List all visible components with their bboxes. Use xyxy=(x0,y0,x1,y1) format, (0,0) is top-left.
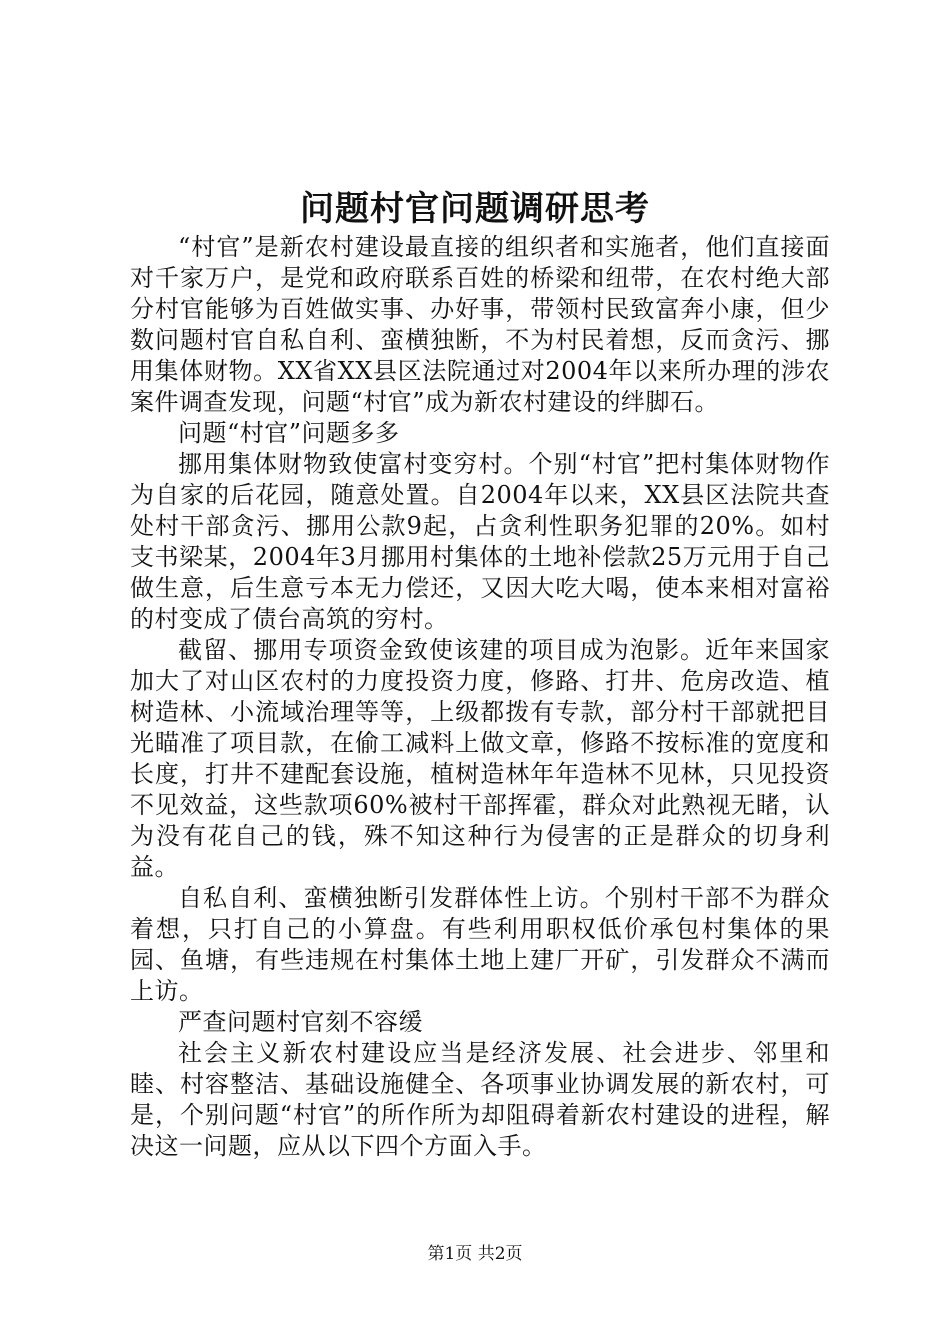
paragraph-solutions: 社会主义新农村建设应当是经济发展、社会进步、邻里和睦、村容整洁、基础设施健全、各项事业协调发展的新农村，可是，个别问题“村官”的所作所为却阻碍着新农村建设的进程，解决这一问题，应从以下四个方面入手。 xyxy=(130,1039,830,1160)
paragraph-misappropriation: 挪用集体财物致使富村变穷村。个别“村官”把村集体财物作为自家的后花园，随意处置。自2004年以来，XX县区法院共查处村干部贪污、挪用公款9起，占贪利性职务犯罪的20%。如村支书梁某，2004年3月挪用村集体的土地补偿款25万元用于自己做生意，后生意亏本无力偿还，又因大吃大喝，使本来相对富裕的村变成了债台高筑的穷村。 xyxy=(130,450,830,633)
section-heading-problems: 问题“村官”问题多多 xyxy=(178,419,400,447)
intro-paragraph: “村官”是新农村建设最直接的组织者和实施者，他们直接面对千家万户，是党和政府联系百姓的桥梁和纽带，在农村绝大部分村官能够为百姓做实事、办好事，带领村民致富奔小康，但少数问题村官自私自利、蛮横独断，不为村民着想，反而贪污、挪用集体财物。XX省XX县区法院通过对2004年以来所办理的涉农案件调查发现，问题“村官”成为新农村建设的绊脚石。 xyxy=(130,233,830,416)
paragraph-special-funds: 截留、挪用专项资金致使该建的项目成为泡影。近年来国家加大了对山区农村的力度投资力度，修路、打井、危房改造、植树造林、小流域治理等等，上级都拨有专款，部分村干部就把目光瞄准了项目款，在偷工减料上做文章，修路不按标准的宽度和长度，打井不建配套设施，植树造林年年造林不见林，只见投资不见效益，这些款项60%被村干部挥霍，群众对此熟视无睹，认为没有花自己的钱，殊不知这种行为侵害的正是群众的切身利益。 xyxy=(130,636,830,881)
section-heading-investigation: 严查问题村官刻不容缓 xyxy=(178,1008,423,1036)
document-body xyxy=(130,232,830,1162)
paragraph-petitions: 自私自利、蛮横独断引发群体性上访。个别村干部不为群众着想，只打自己的小算盘。有些利用职权低价承包村集体的果园、鱼塘，有些违规在村集体土地上建厂开矿，引发群众不满而上访。 xyxy=(130,884,830,1005)
page-footer: 第1页 共2页 xyxy=(427,1244,523,1264)
document-title: 问题村官问题调研思考 xyxy=(300,189,650,229)
